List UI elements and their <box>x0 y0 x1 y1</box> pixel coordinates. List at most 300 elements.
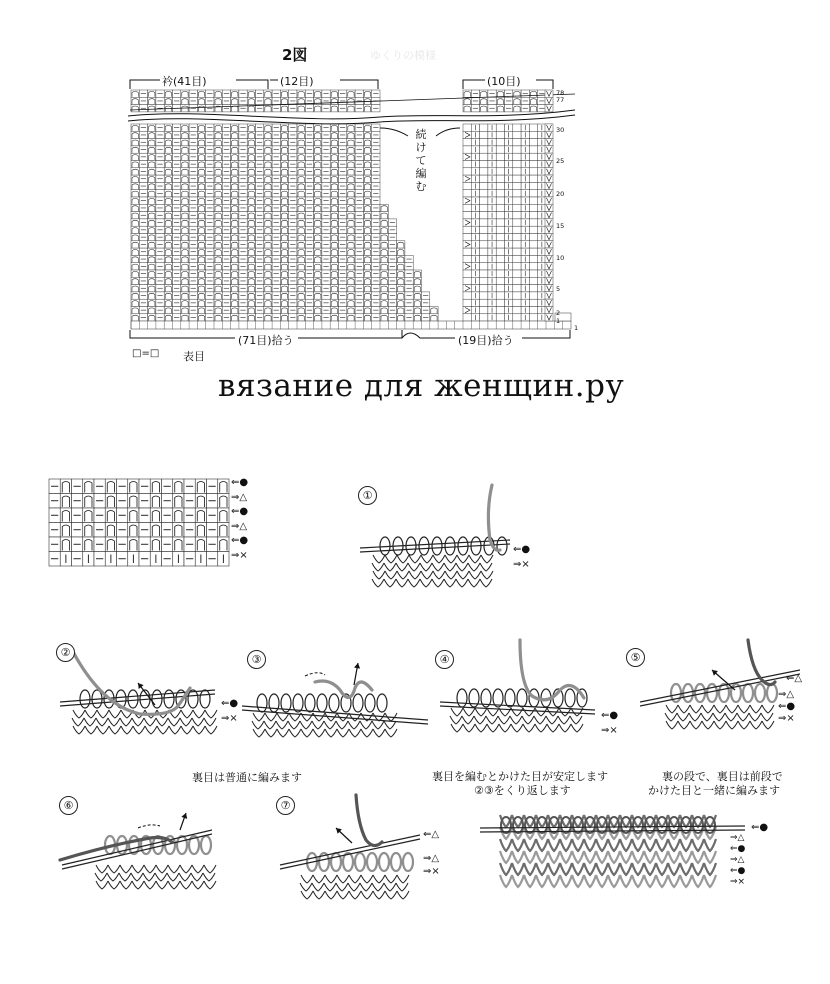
row-number: 78 <box>556 89 565 97</box>
right-grid-cell <box>521 190 529 197</box>
collar-grid-cell <box>363 175 371 182</box>
stair-grid-cell <box>388 292 396 299</box>
collar-grid-cell <box>339 307 347 314</box>
collar-grid-cell <box>197 241 205 248</box>
right-grid-cell <box>505 204 513 211</box>
collar-grid-cell <box>231 212 239 219</box>
collar-grid-cell <box>222 241 230 248</box>
right-grid-cell <box>496 263 504 270</box>
collar-grid-cell <box>256 153 264 160</box>
stair-grid-cell <box>380 285 388 292</box>
right-grid-cell <box>529 175 537 182</box>
step-6-number: ⑥ <box>59 796 78 815</box>
collar-grid-cell <box>239 161 247 168</box>
right-grid-cell <box>480 212 488 219</box>
collar-grid-cell <box>173 263 181 270</box>
collar-grid-cell <box>189 219 197 226</box>
collar-grid-top-cell <box>289 105 297 112</box>
collar-grid-cell <box>239 182 247 189</box>
right-grid-cell <box>529 314 537 321</box>
collar-grid-cell <box>256 204 264 211</box>
collar-grid-cell <box>164 161 172 168</box>
collar-grid-cell <box>305 182 313 189</box>
collar-grid-cell <box>363 299 371 306</box>
right-grid-cell <box>521 307 529 314</box>
collar-grid-cell <box>139 190 147 197</box>
collar-grid-cell <box>305 307 313 314</box>
collar-grid-top-cell <box>322 105 330 112</box>
right-grid-cell <box>496 292 504 299</box>
collar-grid-cell <box>181 212 189 219</box>
collar-grid-cell <box>156 314 164 321</box>
collar-grid-cell <box>148 168 156 175</box>
collar-grid-cell <box>372 161 380 168</box>
collar-grid-cell <box>131 241 139 248</box>
right-grid-cell <box>513 219 521 226</box>
collar-grid-cell <box>231 270 239 277</box>
collar-grid-cell <box>239 146 247 153</box>
collar-grid-cell <box>173 168 181 175</box>
collar-grid-cell <box>231 139 239 146</box>
collar-grid-cell <box>314 146 322 153</box>
stair-grid-cell <box>405 255 413 262</box>
collar-grid-cell <box>305 285 313 292</box>
collar-grid-cell <box>156 124 164 131</box>
collar-grid-cell <box>206 263 214 270</box>
collar-grid-cell <box>272 212 280 219</box>
right-grid-cell <box>471 292 479 299</box>
right-grid-cell <box>513 204 521 211</box>
right-grid-cell <box>513 182 521 189</box>
right-grid-cell <box>538 277 546 284</box>
stair-grid-cell <box>405 292 413 299</box>
collar-grid-cell <box>247 139 255 146</box>
right-grid-cell <box>521 234 529 241</box>
collar-grid-cell <box>231 204 239 211</box>
right-grid-cell <box>496 248 504 255</box>
collar-grid-cell <box>206 299 214 306</box>
collar-grid-cell <box>347 299 355 306</box>
collar-grid-top-cell <box>231 90 239 97</box>
right-grid-cell <box>488 124 496 131</box>
final-arrow-left-dot: ⇐● <box>751 822 769 833</box>
right-grid-cell <box>471 270 479 277</box>
collar-grid-cell <box>197 263 205 270</box>
stair-grid-cell <box>413 314 421 321</box>
collar-grid-top-cell <box>173 97 181 104</box>
right-grid-cell <box>463 314 471 321</box>
collar-grid-cell <box>339 292 347 299</box>
collar-grid-cell <box>264 146 272 153</box>
right-grid-cell <box>471 226 479 233</box>
collar-grid-cell <box>131 139 139 146</box>
collar-grid-cell <box>139 131 147 138</box>
step3-needle <box>242 706 428 724</box>
collar-grid-cell <box>256 299 264 306</box>
collar-grid-cell <box>148 255 156 262</box>
right-grid-top-cell <box>538 105 546 112</box>
right-grid-cell <box>480 182 488 189</box>
collar-grid-cell <box>305 314 313 321</box>
collar-grid-cell <box>322 212 330 219</box>
collar-grid-cell <box>280 248 288 255</box>
collar-grid-cell <box>173 241 181 248</box>
collar-grid-cell <box>239 292 247 299</box>
collar-grid-cell <box>131 175 139 182</box>
collar-grid-cell <box>372 182 380 189</box>
collar-grid-cell <box>314 139 322 146</box>
right-grid-cell <box>471 219 479 226</box>
step-3-number: ③ <box>247 650 266 669</box>
collar-grid-cell <box>131 168 139 175</box>
label-pick-up-71: (71目)拾う <box>238 334 294 347</box>
collar-grid-cell <box>339 182 347 189</box>
collar-grid-cell <box>280 292 288 299</box>
collar-grid-cell <box>214 314 222 321</box>
collar-grid-cell <box>339 153 347 160</box>
collar-grid-cell <box>148 270 156 277</box>
collar-grid-cell <box>305 234 313 241</box>
collar-grid-cell <box>214 263 222 270</box>
collar-grid-cell <box>305 153 313 160</box>
right-grid-cell <box>480 168 488 175</box>
right-grid-cell <box>529 241 537 248</box>
collar-grid-cell <box>247 292 255 299</box>
step7-arrow-right-x: ⇒× <box>423 866 440 877</box>
collar-grid-cell <box>222 153 230 160</box>
collar-grid-cell <box>231 292 239 299</box>
collar-grid-cell <box>347 124 355 131</box>
collar-grid-cell <box>289 153 297 160</box>
right-grid-cell <box>538 182 546 189</box>
collar-grid-top-cell <box>247 97 255 104</box>
right-grid-cell <box>521 299 529 306</box>
collar-grid-cell <box>239 153 247 160</box>
collar-grid-cell <box>139 168 147 175</box>
collar-grid-cell <box>289 212 297 219</box>
collar-grid-cell <box>148 204 156 211</box>
step7-fabric <box>300 875 409 899</box>
collar-grid-cell <box>197 270 205 277</box>
collar-grid-cell <box>272 248 280 255</box>
collar-grid-cell <box>289 175 297 182</box>
collar-grid-cell <box>181 234 189 241</box>
pattern-row-arrow: ⇒△ <box>231 491 248 503</box>
collar-grid-cell <box>264 263 272 270</box>
right-grid-cell <box>529 219 537 226</box>
right-grid-cell <box>480 153 488 160</box>
collar-grid-cell <box>363 182 371 189</box>
collar-grid-cell <box>156 292 164 299</box>
collar-grid-cell <box>339 175 347 182</box>
right-grid-cell <box>521 255 529 262</box>
right-grid-cell <box>521 153 529 160</box>
right-grid-cell <box>480 219 488 226</box>
collar-grid-cell <box>164 270 172 277</box>
right-grid-cell <box>488 263 496 270</box>
collar-grid-cell <box>372 226 380 233</box>
stair-grid-cell <box>397 270 405 277</box>
collar-grid-cell <box>139 285 147 292</box>
right-grid-cell <box>496 270 504 277</box>
collar-grid-top-cell <box>206 97 214 104</box>
row-number: 77 <box>556 96 565 104</box>
right-grid-cell <box>529 292 537 299</box>
collar-grid-cell <box>239 248 247 255</box>
right-grid-cell <box>513 139 521 146</box>
collar-grid-cell <box>156 241 164 248</box>
right-grid-cell <box>488 182 496 189</box>
right-grid-cell <box>496 168 504 175</box>
collar-grid-cell <box>214 226 222 233</box>
stair-grid-cell <box>413 277 421 284</box>
stair-grid-cell <box>388 255 396 262</box>
collar-grid-cell <box>363 292 371 299</box>
right-grid-cell <box>480 124 488 131</box>
right-grid-cell <box>488 307 496 314</box>
step7-arrow-right-dot: ⇒△ <box>423 853 440 864</box>
right-grid-cell <box>463 212 471 219</box>
stair-grid-cell <box>422 299 430 306</box>
right-grid-cell <box>529 182 537 189</box>
collar-grid-top-cell <box>214 97 222 104</box>
collar-grid-cell <box>347 131 355 138</box>
collar-grid-cell <box>214 234 222 241</box>
continue-bracket-left <box>380 128 408 136</box>
collar-grid-cell <box>239 168 247 175</box>
right-grid-cell <box>480 139 488 146</box>
collar-grid-cell <box>156 139 164 146</box>
row-number: 1 <box>556 317 561 325</box>
site-watermark: вязание для женщин.ру <box>218 368 625 404</box>
collar-grid-cell <box>197 182 205 189</box>
collar-grid-cell <box>164 190 172 197</box>
collar-grid-cell <box>247 270 255 277</box>
collar-grid-cell <box>181 226 189 233</box>
right-grid-cell <box>529 197 537 204</box>
collar-grid-cell <box>173 182 181 189</box>
right-grid-cell <box>480 241 488 248</box>
collar-grid-cell <box>330 299 338 306</box>
collar-grid-cell <box>297 292 305 299</box>
right-grid-cell <box>538 131 546 138</box>
collar-grid-cell <box>148 314 156 321</box>
right-grid-cell <box>463 234 471 241</box>
right-grid-cell <box>496 255 504 262</box>
right-grid-cell <box>463 299 471 306</box>
right-grid-cell <box>496 139 504 146</box>
right-grid-cell <box>513 197 521 204</box>
right-grid-cell <box>538 263 546 270</box>
right-grid-cell <box>538 175 546 182</box>
right-grid-cell <box>471 124 479 131</box>
collar-grid-cell <box>339 190 347 197</box>
collar-grid-cell <box>189 241 197 248</box>
collar-grid-cell <box>305 131 313 138</box>
right-grid-cell <box>529 153 537 160</box>
collar-grid-cell <box>272 241 280 248</box>
collar-grid-cell <box>314 263 322 270</box>
collar-grid-cell <box>256 168 264 175</box>
collar-grid-cell <box>206 190 214 197</box>
stair-grid-cell <box>397 299 405 306</box>
collar-grid-cell <box>355 277 363 284</box>
right-grid-cell <box>538 299 546 306</box>
collar-grid-cell <box>131 277 139 284</box>
collar-grid-cell <box>231 219 239 226</box>
caption-step-4-line2: ②③をくり返します <box>474 784 571 797</box>
right-grid-cell <box>463 292 471 299</box>
right-grid-top-cell <box>471 105 479 112</box>
collar-grid-cell <box>272 234 280 241</box>
right-grid-top-cell <box>496 97 504 104</box>
collar-grid-cell <box>314 168 322 175</box>
collar-grid-cell <box>339 314 347 321</box>
stair-grid-cell <box>397 263 405 270</box>
collar-grid-cell <box>247 241 255 248</box>
right-grid-cell <box>538 190 546 197</box>
stair-grid-cell <box>413 292 421 299</box>
collar-grid-cell <box>272 277 280 284</box>
collar-grid-cell <box>330 161 338 168</box>
right-grid-cell <box>496 175 504 182</box>
collar-grid-top-cell <box>189 90 197 97</box>
collar-grid-cell <box>280 124 288 131</box>
collar-grid-cell <box>297 153 305 160</box>
collar-grid-cell <box>305 263 313 270</box>
collar-grid-cell <box>181 263 189 270</box>
collar-grid-cell <box>139 255 147 262</box>
stair-grid-cell <box>388 234 396 241</box>
right-grid-cell <box>521 248 529 255</box>
collar-grid-cell <box>372 270 380 277</box>
collar-grid-cell <box>289 285 297 292</box>
right-grid-cell <box>513 241 521 248</box>
collar-grid-cell <box>314 197 322 204</box>
collar-grid-cell <box>280 263 288 270</box>
collar-grid-cell <box>173 285 181 292</box>
collar-grid-cell <box>305 161 313 168</box>
right-grid-cell <box>529 168 537 175</box>
right-grid-cell <box>471 263 479 270</box>
collar-grid-cell <box>148 161 156 168</box>
right-grid-cell <box>488 285 496 292</box>
collar-grid-cell <box>139 146 147 153</box>
collar-grid-cell <box>148 124 156 131</box>
stair-grid-cell <box>422 292 430 299</box>
right-grid-cell <box>513 153 521 160</box>
stair-grid-cell <box>413 270 421 277</box>
collar-grid-top-cell <box>363 90 371 97</box>
stair-grid-cell <box>380 241 388 248</box>
collar-grid-top-cell <box>355 90 363 97</box>
collar-grid-cell <box>156 219 164 226</box>
collar-grid-cell <box>214 248 222 255</box>
collar-grid-cell <box>355 263 363 270</box>
collar-grid-cell <box>197 197 205 204</box>
collar-grid-cell <box>297 124 305 131</box>
collar-grid-cell <box>173 161 181 168</box>
collar-grid-cell <box>372 131 380 138</box>
collar-grid-cell <box>197 139 205 146</box>
step-1-number: ① <box>358 486 377 505</box>
collar-grid-cell <box>355 270 363 277</box>
right-grid-cell <box>505 270 513 277</box>
right-grid-cell <box>505 219 513 226</box>
collar-grid-cell <box>363 226 371 233</box>
collar-grid-cell <box>222 131 230 138</box>
collar-grid-cell <box>231 175 239 182</box>
collar-grid-cell <box>280 234 288 241</box>
stair-grid-cell <box>430 307 438 314</box>
collar-grid-cell <box>272 299 280 306</box>
collar-grid-cell <box>355 146 363 153</box>
right-grid-cell <box>529 131 537 138</box>
collar-grid-cell <box>148 299 156 306</box>
collar-grid-cell <box>222 175 230 182</box>
collar-grid-cell <box>355 248 363 255</box>
right-grid-cell <box>529 226 537 233</box>
collar-grid-cell <box>173 175 181 182</box>
collar-grid-cell <box>339 146 347 153</box>
collar-grid-cell <box>197 168 205 175</box>
collar-grid-top-cell <box>156 97 164 104</box>
collar-grid-cell <box>156 182 164 189</box>
collar-grid-cell <box>231 168 239 175</box>
collar-grid-cell <box>197 219 205 226</box>
right-grid-cell <box>521 146 529 153</box>
right-grid-cell <box>463 168 471 175</box>
collar-grid-cell <box>156 299 164 306</box>
collar-grid-cell <box>206 212 214 219</box>
collar-grid-cell <box>206 131 214 138</box>
right-grid-cell <box>529 270 537 277</box>
right-grid-cell <box>505 131 513 138</box>
collar-grid-cell <box>305 212 313 219</box>
step4-fabric <box>450 708 583 732</box>
collar-grid-cell <box>239 255 247 262</box>
collar-grid-cell <box>347 277 355 284</box>
collar-grid-cell <box>189 255 197 262</box>
collar-grid-cell <box>330 219 338 226</box>
collar-grid-cell <box>148 234 156 241</box>
collar-grid-cell <box>305 255 313 262</box>
label-10-stitches: (10目) <box>487 75 521 88</box>
right-grid-cell <box>505 285 513 292</box>
collar-grid-cell <box>222 212 230 219</box>
collar-grid-cell <box>197 146 205 153</box>
collar-grid-cell <box>181 190 189 197</box>
right-grid-cell <box>488 277 496 284</box>
collar-grid-cell <box>131 234 139 241</box>
collar-grid-cell <box>164 255 172 262</box>
collar-grid-cell <box>206 307 214 314</box>
collar-grid-cell <box>314 219 322 226</box>
collar-grid-cell <box>372 234 380 241</box>
collar-grid-cell <box>131 263 139 270</box>
right-grid-top-cell <box>480 105 488 112</box>
right-grid-cell <box>463 161 471 168</box>
collar-grid-cell <box>372 277 380 284</box>
collar-grid-cell <box>231 248 239 255</box>
collar-grid-cell <box>289 161 297 168</box>
collar-grid-cell <box>272 255 280 262</box>
collar-grid-top-cell <box>314 90 322 97</box>
right-grid-cell <box>505 153 513 160</box>
collar-grid-cell <box>156 277 164 284</box>
right-grid-cell <box>480 307 488 314</box>
collar-grid-cell <box>305 190 313 197</box>
